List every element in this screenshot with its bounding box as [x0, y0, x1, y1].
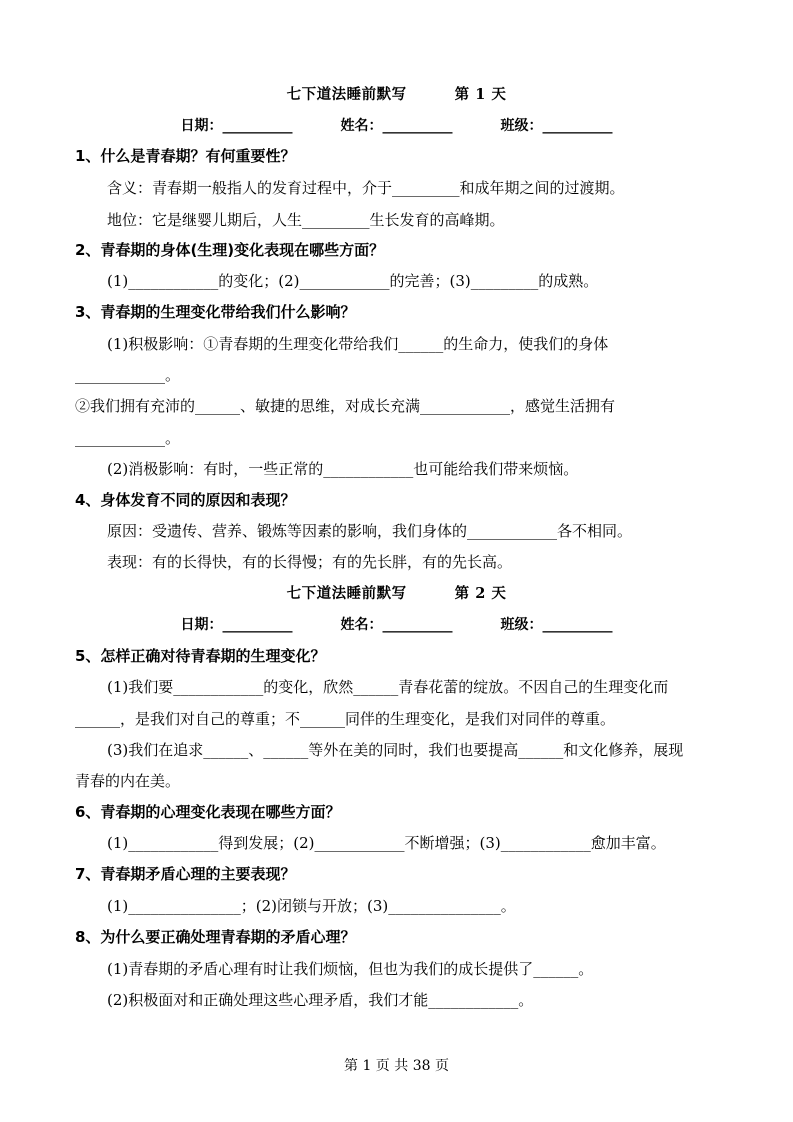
question-5-title: 5、怎样正确对待青春期的生理变化？: [75, 647, 326, 665]
day2-title-row: [0, 582, 793, 603]
day1-meta-row: [0, 115, 793, 135]
question-7-line-1: (1)_______________；(2)闭锁与开放；(3)_______________。: [107, 897, 516, 915]
question-4-line-1: 原因：受遗传、营养、锻炼等因素的影响，我们身体的____________各不相同。: [107, 522, 633, 540]
page-number-footer: 第 1 页 共 38 页: [344, 1058, 449, 1074]
question-2-title: 2、青春期的身体(生理)变化表现在哪些方面？: [75, 241, 385, 259]
question-6-line-1: (1)____________得到发展；(2)____________不断增强；(3)____________愈加丰富。: [107, 834, 666, 852]
day2-meta-row: [0, 614, 793, 634]
question-4-title: 4、身体发育不同的原因和表现？: [75, 491, 296, 509]
day2-name-field: 姓名：__________: [340, 617, 453, 633]
day2-date-field: 日期：__________: [180, 617, 293, 633]
day1-day-label: 第 1 天: [454, 86, 507, 103]
day1-name-field: 姓名：__________: [340, 118, 453, 134]
question-5-line-1: (1)我们要____________的变化，欣然______青春花蕾的绽放。不因自己的生理变化而: [107, 678, 669, 696]
day2-title: 七下道法睡前默写: [286, 585, 407, 602]
day1-class-field: 班级：__________: [500, 118, 613, 134]
question-5-line-4: 青春的内在美。: [75, 772, 181, 790]
day1-title-row: [0, 83, 793, 104]
question-8-line-1: (1)青春期的矛盾心理有时让我们烦恼，但也为我们的成长提供了______。: [107, 960, 594, 978]
question-3-line-1: (1)积极影响：①青春期的生理变化带给我们______的生命力，使我们的身体: [107, 335, 609, 353]
day1-title: 七下道法睡前默写: [286, 86, 407, 103]
question-3-line-3: ②我们拥有充沛的______、敏捷的思维，对成长充满____________，感觉生活拥有: [75, 397, 616, 415]
question-3-line-4: ____________。: [75, 429, 181, 447]
question-7-title: 7、青春期矛盾心理的主要表现？: [75, 865, 296, 883]
question-6-title: 6、青春期的心理变化表现在哪些方面？: [75, 803, 341, 821]
question-3-line-5: (2)消极影响：有时，一些正常的____________也可能给我们带来烦恼。: [107, 460, 579, 478]
question-1-line-2: 地位：它是继婴儿期后，人生_________生长发育的高峰期。: [107, 211, 505, 229]
question-1-title: 1、什么是青春期？有何重要性？: [75, 147, 296, 165]
day2-day-label: 第 2 天: [454, 585, 507, 602]
question-8-line-2: (2)积极面对和正确处理这些心理矛盾，我们才能____________。: [107, 991, 534, 1009]
day1-date-field: 日期：__________: [180, 118, 293, 134]
question-5-line-2: ______，是我们对自己的尊重；不______同伴的生理变化，是我们对同伴的尊重。: [75, 710, 616, 728]
question-1-line-1: 含义：青春期一般指人的发育过程中，介于_________和成年期之间的过渡期。: [107, 179, 625, 197]
day2-class-field: 班级：__________: [500, 617, 613, 633]
question-5-line-3: (3)我们在追求______、______等外在美的同时，我们也要提高______和文化修养，展现: [107, 741, 684, 759]
question-3-title: 3、青春期的生理变化带给我们什么影响？: [75, 303, 356, 321]
question-2-line-1: (1)____________的变化；(2)____________的完善；(3)_________的成熟。: [107, 272, 599, 290]
question-3-line-2: ____________。: [75, 366, 181, 384]
question-8-title: 8、为什么要正确处理青春期的矛盾心理？: [75, 928, 356, 946]
question-4-line-2: 表现：有的长得快，有的长得慢；有的先长胖，有的先长高。: [107, 553, 513, 571]
